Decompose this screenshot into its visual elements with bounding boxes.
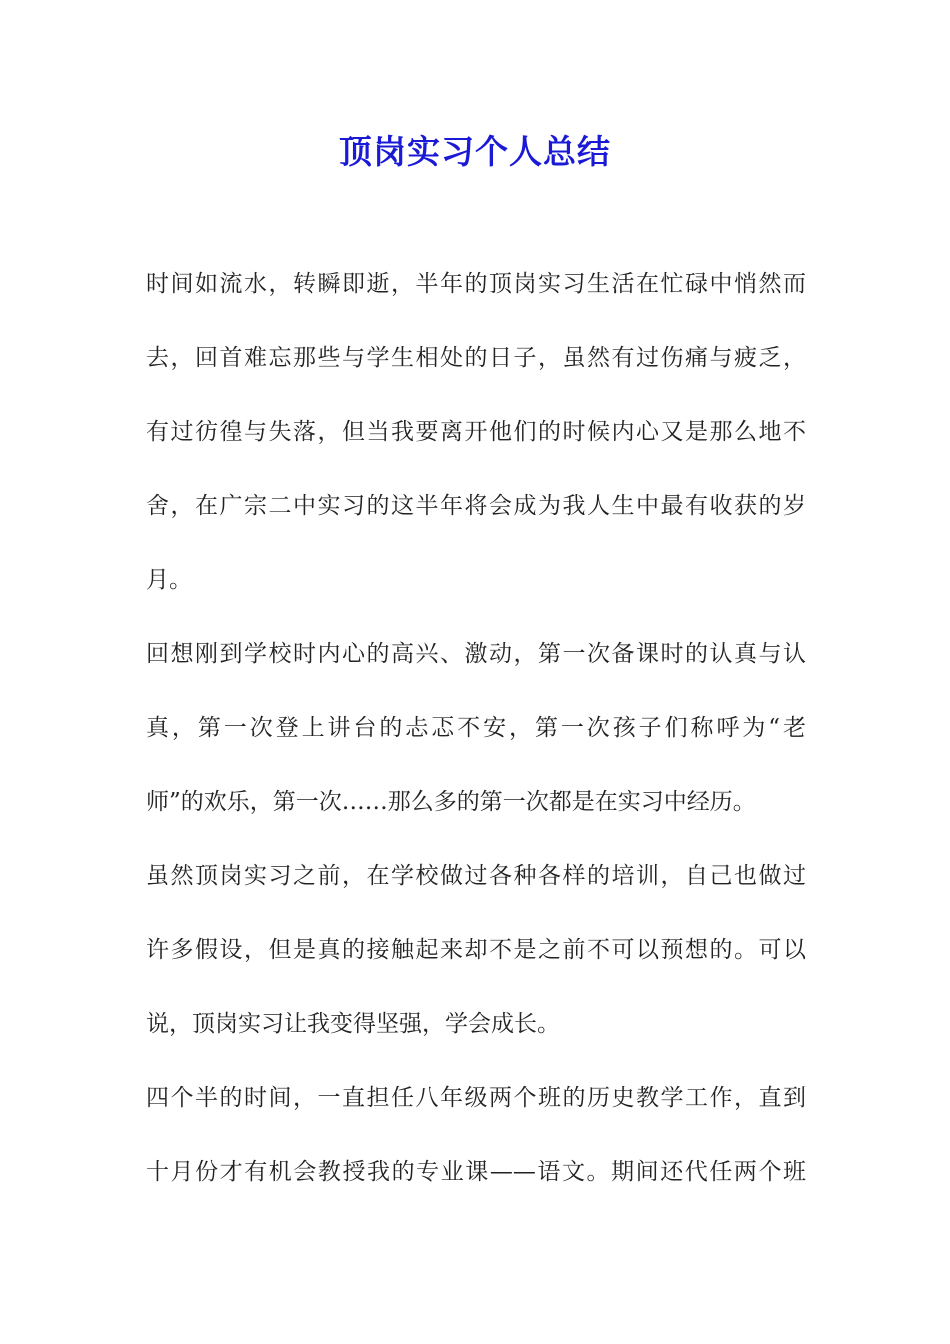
- text-line: 师”的欢乐，第一次……那么多的第一次都是在实习中经历。: [146, 789, 756, 815]
- paragraph-4: [146, 1072, 806, 1220]
- paragraph-1: [146, 258, 806, 628]
- text-line: 去，回首难忘那些与学生相处的日子，虽然有过伤痛与疲乏，: [146, 345, 806, 371]
- document-title: 顶岗实习个人总结: [339, 132, 611, 171]
- text-line: 回想刚到学校时内心的高兴、激动，第一次备课时的认真与认: [146, 641, 806, 667]
- paragraph-3: [146, 850, 806, 1072]
- text-line: 许多假设，但是真的接触起来却不是之前不可以预想的。可以: [146, 937, 806, 963]
- document-body: [146, 258, 806, 1220]
- text-line: 真，第一次登上讲台的忐忑不安，第一次孩子们称呼为“老: [146, 715, 806, 741]
- paragraph-2: [146, 628, 806, 850]
- text-line: 舍，在广宗二中实习的这半年将会成为我人生中最有收获的岁: [146, 493, 806, 519]
- text-line: 月。: [146, 567, 192, 593]
- text-line: 虽然顶岗实习之前，在学校做过各种各样的培训，自己也做过: [146, 863, 806, 889]
- text-line: 四个半的时间，一直担任八年级两个班的历史教学工作，直到: [146, 1085, 806, 1111]
- text-line: 有过彷徨与失落，但当我要离开他们的时候内心又是那么地不: [146, 419, 806, 445]
- text-line: 说，顶岗实习让我变得坚强，学会成长。: [146, 1011, 560, 1037]
- text-line: 十月份才有机会教授我的专业课——语文。期间还代任两个班: [146, 1159, 806, 1185]
- text-line: 时间如流水，转瞬即逝，半年的顶岗实习生活在忙碌中悄然而: [146, 271, 806, 297]
